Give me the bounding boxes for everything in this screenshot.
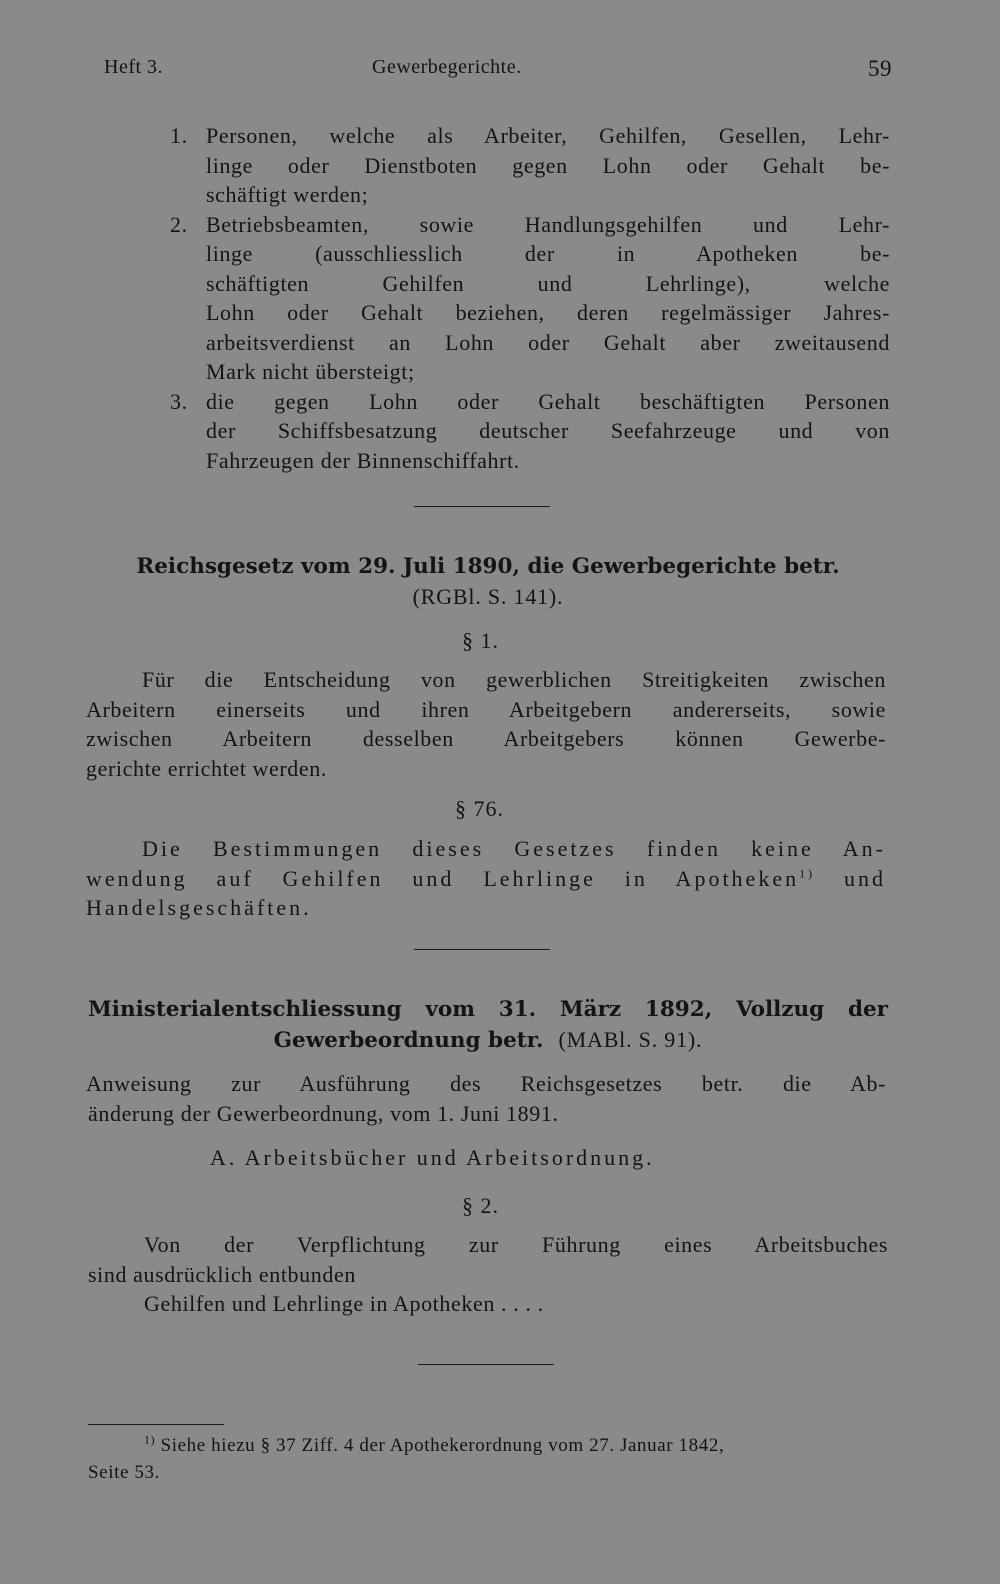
text-line: Gehilfen und Lehrlinge in Apotheken . . . . <box>144 1291 544 1316</box>
list-item-3 <box>170 387 890 476</box>
text-line: Anweisung zur Ausführung des Reichsgesetzes betr. die Ab- <box>86 1071 886 1096</box>
decree-title-line-2 <box>88 1025 888 1056</box>
section-divider <box>414 506 550 507</box>
footnote <box>88 1432 890 1486</box>
page-number: 59 <box>868 56 892 81</box>
text-line: änderung der Gewerbeordnung, vom 1. Juni 1891. <box>88 1100 559 1126</box>
numbered-list <box>170 121 890 475</box>
paragraph-heading: § 1. <box>462 628 499 653</box>
list-line: linge (ausschliesslich der in Apotheken be- <box>206 241 890 266</box>
list-item-2 <box>170 210 890 387</box>
running-title: Gewerbegerichte. <box>372 56 522 78</box>
text-line: zwischen Arbeitern desselben Arbeitgebers können Gewerbe- <box>86 726 886 751</box>
paragraph-76-text <box>86 834 886 923</box>
subsection-heading: A. Arbeitsbücher und Arbeitsordnung. <box>210 1145 655 1170</box>
list-line: der Schiffsbesatzung deutscher Seefahrzeuge und von <box>206 418 890 443</box>
text-line: sind ausdrücklich entbunden <box>88 1261 356 1287</box>
footnote-line <box>88 1432 890 1459</box>
list-number: 1. <box>170 123 188 148</box>
list-number: 2. <box>170 211 188 237</box>
text-line: gerichte errichtet werden. <box>86 755 327 781</box>
running-header <box>104 56 892 86</box>
text-line-with-footnote <box>86 864 886 894</box>
footnote-rule <box>88 1424 224 1425</box>
footnote-text: Siehe hiezu § 37 Ziff. 4 der Apothekerordnung vom 27. Januar 1842, <box>155 1435 725 1456</box>
issue-label: Heft 3. <box>104 56 164 78</box>
list-line: linge oder Dienstboten gegen Lohn oder Gehalt be- <box>206 152 890 178</box>
paragraph-heading: § 2. <box>462 1193 499 1218</box>
list-line: schäftigt werden; <box>206 182 369 207</box>
paragraph-heading: § 76. <box>455 796 504 821</box>
list-number: 3. <box>170 388 188 414</box>
text-line: Handelsgeschäften. <box>86 895 312 920</box>
section-divider <box>414 949 550 950</box>
list-item-1 <box>170 121 890 210</box>
text-line: Von der Verpflichtung zur Führung eines Arbeitsbuches <box>144 1232 888 1257</box>
footnote-marker: 1) <box>144 1432 156 1447</box>
list-line: arbeitsverdienst an Lohn oder Gehalt aber zweitausend <box>206 329 890 355</box>
decree-title-bold: Gewerbeordnung betr. <box>273 1028 544 1053</box>
list-line: Fahrzeugen der Binnenschiffahrt. <box>206 447 520 473</box>
list-line: Betriebsbeamten, sowie Handlungsgehilfen und Lehr- <box>206 211 890 237</box>
decree-citation: (MABl. S. 91). <box>558 1027 703 1052</box>
decree-title-line-1: Ministerialentschliessung vom 31. März 1892, Vollzug der <box>88 997 888 1022</box>
paragraph-2-text <box>88 1230 888 1319</box>
list-line: Personen, welche als Arbeiter, Gehilfen, Gesellen, Lehr- <box>206 123 890 148</box>
law-title-bold: Reichsgesetz vom 29. Juli 1890, die Gewerbegerichte betr. <box>136 554 840 579</box>
section-divider <box>418 1364 554 1365</box>
text-line: Arbeitern einerseits und ihren Arbeitgebern andererseits, sowie <box>86 696 886 722</box>
footnote-line: Seite 53. <box>88 1462 160 1483</box>
text-fragment: wendung auf Gehilfen und Lehrlinge in Apotheken <box>86 865 800 891</box>
law-citation: (RGBl. S. 141). <box>412 584 564 609</box>
instruction-text <box>86 1069 886 1128</box>
list-line: Lohn oder Gehalt beziehen, deren regelmässiger Jahres- <box>206 300 890 325</box>
list-line: die gegen Lohn oder Gehalt beschäftigten Personen <box>206 388 890 414</box>
law-title <box>88 552 888 612</box>
list-line: schäftigten Gehilfen und Lehrlinge), welche <box>206 270 890 296</box>
paragraph-1-text <box>86 665 886 783</box>
text-line: Die Bestimmungen dieses Gesetzes finden keine An- <box>142 836 886 861</box>
decree-title <box>88 995 888 1056</box>
list-line: Mark nicht übersteigt; <box>206 359 415 384</box>
text-line: Für die Entscheidung von gewerblichen Streitigkeiten zwischen <box>142 667 886 692</box>
text-fragment: und <box>815 865 886 891</box>
footnote-marker: 1) <box>799 866 816 881</box>
